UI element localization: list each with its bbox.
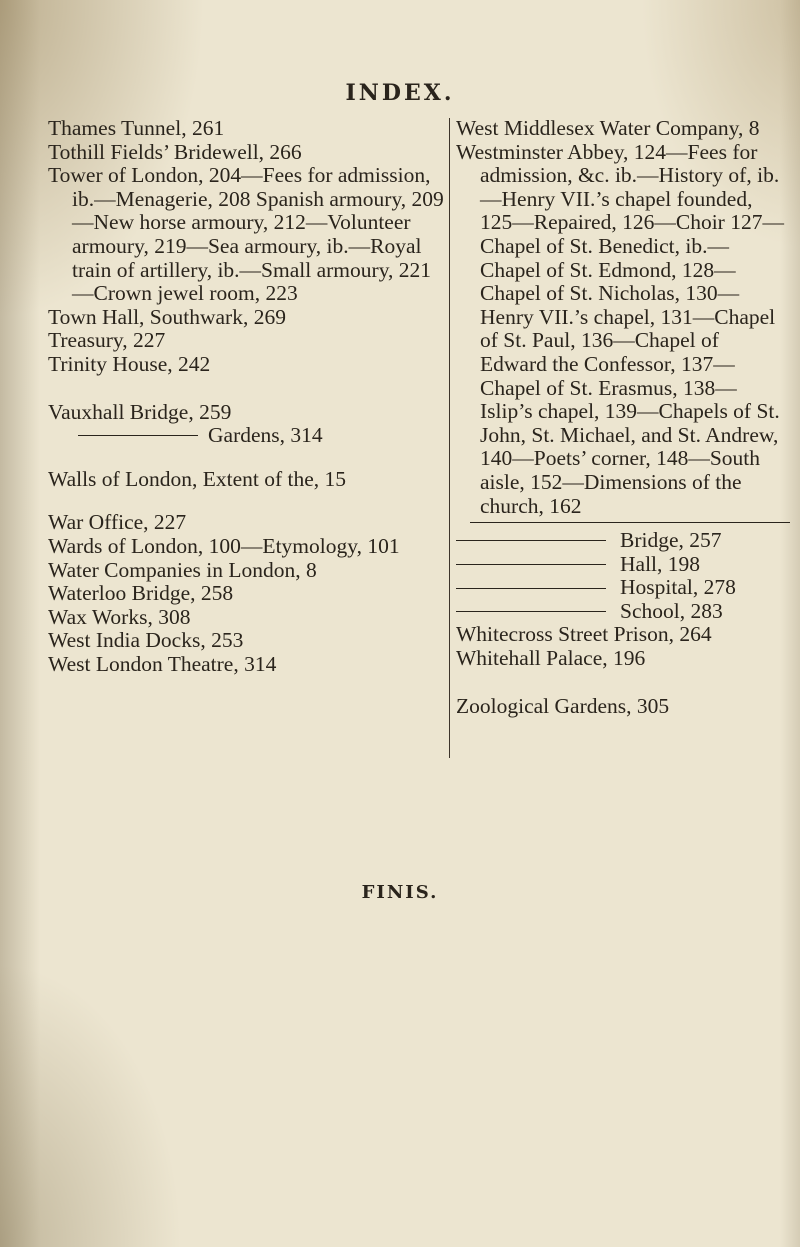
index-entry: Zoological Gardens, 305 <box>456 693 670 718</box>
finis-label: FINIS. <box>361 882 439 903</box>
index-column-left <box>48 117 448 676</box>
index-entry: Water Companies in London, 8 <box>48 557 317 582</box>
index-entry: Thames Tunnel, 261 <box>48 116 225 140</box>
index-entry: West Middlesex Water Company, 8 <box>456 116 760 140</box>
index-subentry-label: Gardens, 314 <box>208 423 323 448</box>
index-entry: Treasury, 227 <box>48 328 166 353</box>
page-title: INDEX. <box>345 80 455 106</box>
index-entry: War Office, 227 <box>48 510 187 535</box>
index-entry: Wards of London, 100—Etymology, 101 <box>48 533 400 558</box>
index-subentry <box>456 576 786 600</box>
ditto-dash <box>456 588 606 589</box>
index-entry: Waterloo Bridge, 258 <box>48 581 234 606</box>
ditto-dash <box>456 564 606 565</box>
ditto-dash <box>78 435 198 436</box>
index-entry: Wax Works, 308 <box>48 604 191 629</box>
index-entry: West London Theatre, 314 <box>48 651 277 676</box>
index-entry: Town Hall, Southwark, 269 <box>48 304 286 329</box>
index-entry: Westminster Abbey, 124—Fees for admission, &c. ib.—History of, ib.—Henry VII.’s chapel founded, 125—Repaired, 126—Choir 127—Chapel of St. Benedict, ib.—Chapel of St. Edmond, 128—Chapel of St. Nicholas, 130—Henry VII.’s chapel, 131—Chapel of St. Paul, 136—Chapel of Edward the Confessor, 137—Chapel of St. Erasmus, 138—Islip’s chapel, 139—Chapels of St. John, St. Michael, and St. Andrew, 140—Poets’ corner, 148—South aisle, 152—Dimensions of the church, 162 <box>456 139 784 518</box>
index-subentry <box>456 600 786 624</box>
index-subentry-label: School, 283 <box>620 598 723 623</box>
index-subentry-label: Hall, 198 <box>620 551 701 576</box>
section-rule <box>470 522 790 523</box>
index-entry: West India Docks, 253 <box>48 628 244 653</box>
index-entry: Whitehall Palace, 196 <box>456 646 646 671</box>
index-subentry-label: Bridge, 257 <box>620 528 722 553</box>
index-entry: Trinity House, 242 <box>48 351 211 376</box>
index-entry: Tothill Fields’ Bridewell, 266 <box>48 139 302 164</box>
index-entry: Tower of London, 204—Fees for admission, ib.—Menagerie, 208 Spanish armoury, 209—New horse armoury, 212—Volunteer armoury, 219—Sea armoury, ib.—Royal train of artillery, ib.—Small armoury, 221—Crown jewel room, 223 <box>48 163 444 306</box>
index-entry: Walls of London, Extent of the, 15 <box>48 466 347 491</box>
index-entry: Vauxhall Bridge, 259 <box>48 399 232 424</box>
index-subentry <box>456 529 786 553</box>
column-divider <box>449 118 450 758</box>
ditto-dash <box>456 611 606 612</box>
index-entry: Whitecross Street Prison, 264 <box>456 622 712 647</box>
ditto-dash <box>456 540 606 541</box>
index-subentry <box>48 424 448 448</box>
index-subentry-label: Hospital, 278 <box>620 575 736 600</box>
index-subentry <box>456 553 786 577</box>
index-column-right <box>456 117 786 718</box>
